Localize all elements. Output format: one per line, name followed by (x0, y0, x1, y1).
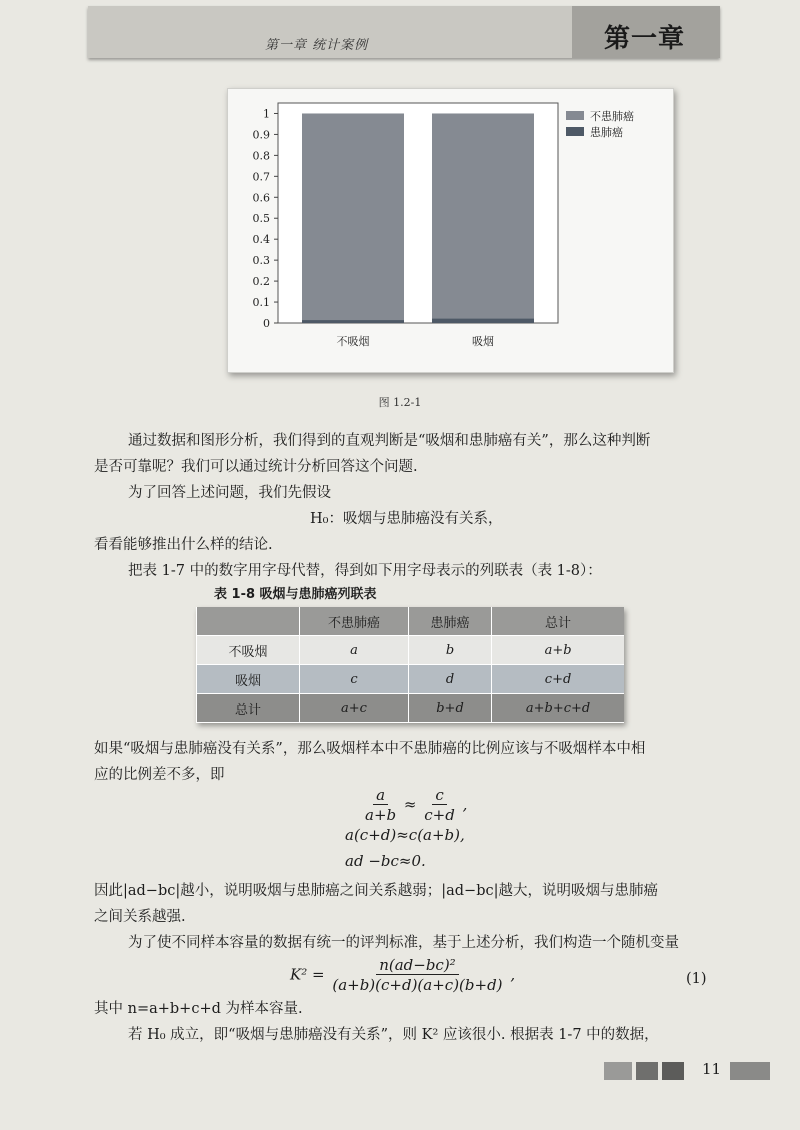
equation-cross: a(c+d)≈c(a+b), (345, 826, 465, 844)
y-tick-label: 1 (263, 107, 270, 121)
table-row (197, 636, 625, 665)
fraction-c-over-c-plus-d (421, 786, 458, 825)
paragraph-1-line-1: 通过数据和图形分析，我们得到的直观判断是“吸烟和患肺癌有关”，那么这种判断 (128, 433, 651, 449)
footer-block (730, 1062, 770, 1080)
denominator: (a+b)(c+d)(a+c)(b+d) (332, 976, 503, 994)
numerator: n(ad−bc)² (376, 956, 459, 975)
y-tick-label: 0.4 (252, 233, 270, 247)
table-cell: c+d (492, 665, 624, 694)
x-tick-label: 不吸烟 (336, 335, 370, 348)
page-number: 11 (702, 1060, 722, 1078)
legend-label: 患肺癌 (590, 126, 623, 139)
formula-fraction (329, 956, 505, 995)
y-tick-label: 0.1 (252, 296, 270, 310)
y-tick-label: 0.9 (252, 128, 270, 142)
table-row (197, 694, 625, 723)
table-header-cell: 总计 (492, 607, 624, 636)
row-label: 总计 (197, 694, 300, 723)
bar-segment (302, 320, 404, 323)
paragraph-1-line-2: 是否可靠呢？我们可以通过统计分析回答这个问题. (94, 459, 418, 475)
formula-number: (1) (686, 971, 707, 987)
x-tick-label: 吸烟 (472, 335, 494, 348)
y-tick-label: 0 (263, 317, 270, 330)
footer-block (662, 1062, 684, 1080)
paragraph-6-line-2: 之间关系越强. (94, 909, 186, 925)
paragraph-5-line-1: 如果“吸烟与患肺癌没有关系”，那么吸烟样本中不患肺癌的比例应该与不吸烟样本中相 (94, 741, 646, 757)
footer-block (636, 1062, 658, 1080)
table-header-cell (197, 607, 300, 636)
table-cell: c (300, 665, 409, 694)
row-label: 不吸烟 (197, 636, 300, 665)
paragraph-5-line-2: 应的比例差不多，即 (94, 767, 225, 783)
equation-ratio (362, 786, 467, 825)
table-cell: b+d (408, 694, 491, 723)
table-cell: a+c (300, 694, 409, 723)
table-title: 表 1-8 吸烟与患肺癌列联表 (214, 587, 377, 602)
paragraph-4: 把表 1-7 中的数字用字母代替，得到如下用字母表示的列联表（表 1-8）： (128, 563, 602, 579)
figure-box (227, 88, 674, 373)
comma: , (510, 965, 516, 984)
contingency-table (196, 607, 624, 723)
comma: , (462, 795, 468, 814)
y-tick-label: 0.2 (252, 275, 270, 289)
paragraph-2: 为了回答上述问题，我们先假设 (128, 485, 331, 501)
bar-segment (302, 113, 404, 320)
legend-swatch (566, 111, 584, 120)
table-row (197, 665, 625, 694)
denominator: a+b (365, 806, 397, 824)
figure-caption: 图 1.2-1 (378, 396, 422, 409)
hypothesis: H₀：吸烟与患肺癌没有关系， (310, 511, 503, 527)
table-header-cell: 患肺癌 (408, 607, 491, 636)
row-label: 吸烟 (197, 665, 300, 694)
legend-label: 不患肺癌 (590, 110, 634, 123)
footer-block (604, 1062, 632, 1080)
paragraph-8: 其中 n=a+b+c+d 为样本容量. (94, 1001, 303, 1017)
paragraph-7: 为了使不同样本容量的数据有统一的评判标准，基于上述分析，我们构造一个随机变量 (128, 935, 679, 951)
table-header-cell: 不患肺癌 (300, 607, 409, 636)
chapter-title: 第一章 (604, 24, 686, 54)
y-tick-label: 0.8 (252, 149, 270, 163)
table-header-row (197, 607, 625, 636)
table-cell: a+b+c+d (492, 694, 624, 723)
running-header: 第一章 统计案例 (265, 38, 369, 53)
numerator: a (373, 786, 388, 805)
table-cell: b (408, 636, 491, 665)
approx-symbol: ≈ (403, 795, 417, 814)
paragraph-9: 若 H₀ 成立，即“吸烟与患肺癌没有关系”，则 K² 应该很小. 根据表 1-7 中的数据， (128, 1027, 659, 1043)
paragraph-3: 看看能够推出什么样的结论. (94, 537, 273, 553)
stacked-bar-chart (228, 89, 673, 372)
bar-segment (432, 318, 534, 323)
fraction-a-over-a-plus-b (362, 786, 399, 825)
equation-ad-bc: ad −bc≈0. (345, 852, 426, 870)
bar-segment (432, 113, 534, 318)
formula-lhs: K² = (290, 965, 325, 984)
y-tick-label: 0.7 (252, 170, 270, 184)
table-cell: a (300, 636, 409, 665)
numerator: c (432, 786, 446, 805)
formula-k-squared (290, 956, 515, 995)
legend-swatch (566, 127, 584, 136)
table-cell: d (408, 665, 491, 694)
table-cell: a+b (492, 636, 624, 665)
denominator: c+d (424, 806, 455, 824)
y-tick-label: 0.5 (252, 212, 270, 226)
paragraph-6-line-1: 因此|ad−bc|越小，说明吸烟与患肺癌之间关系越弱；|ad−bc|越大，说明吸烟与患肺癌 (94, 883, 658, 899)
y-tick-label: 0.6 (252, 191, 270, 205)
y-tick-label: 0.3 (252, 254, 270, 268)
